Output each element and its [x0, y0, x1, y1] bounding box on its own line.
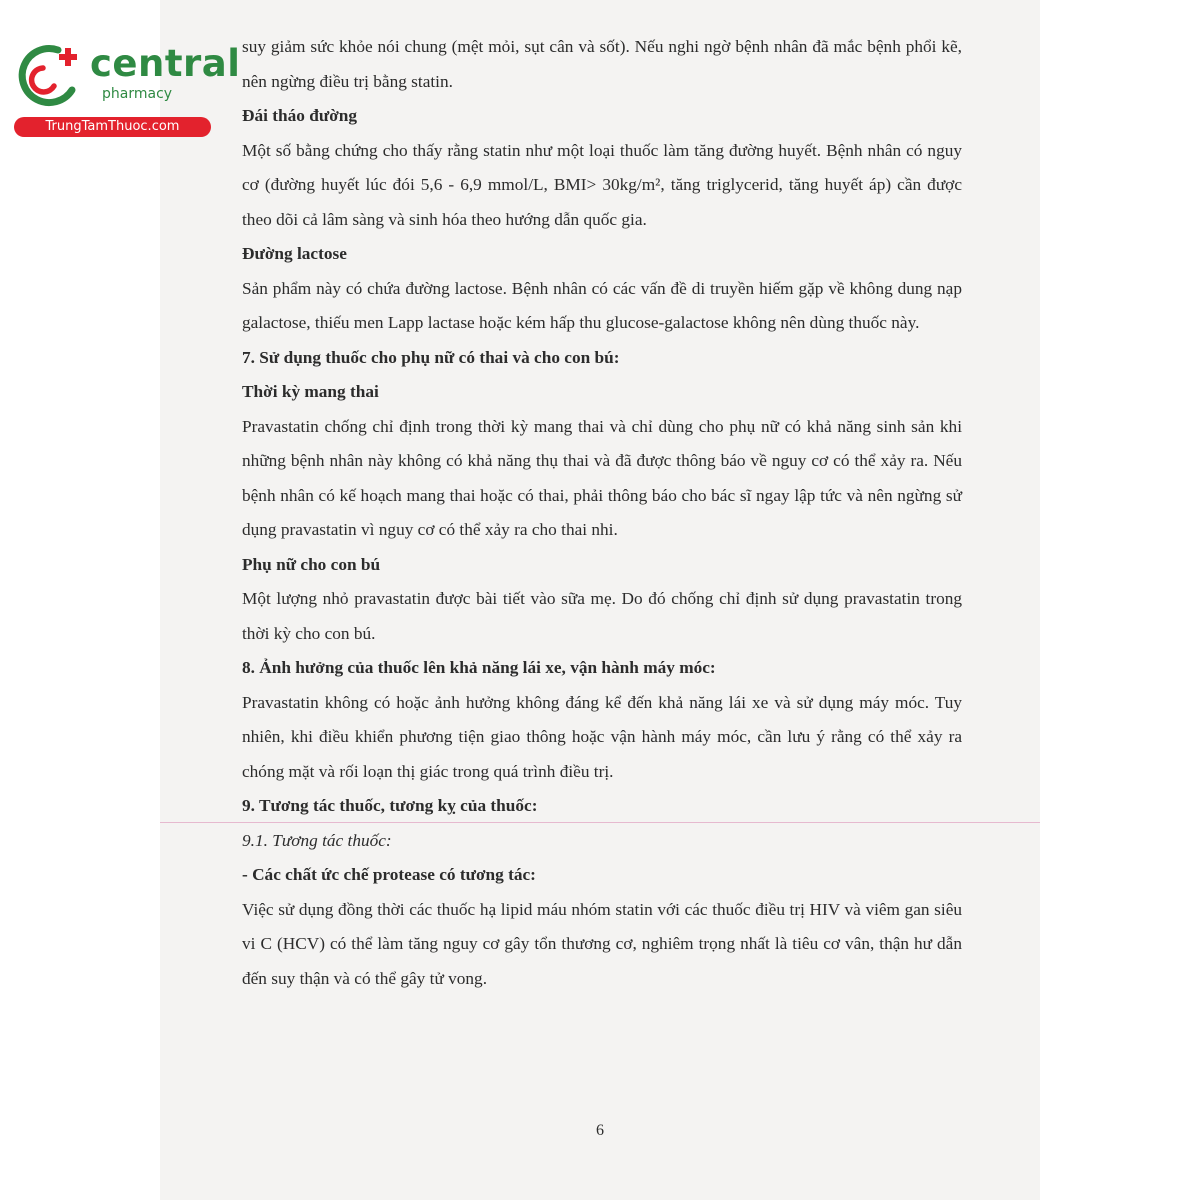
section-heading: Phụ nữ cho con bú: [242, 554, 381, 574]
document-content: [242, 30, 962, 996]
body-paragraph: Một lượng nhỏ pravastatin được bài tiết vào sữa mẹ. Do đó chống chỉ định sử dụng pravastatin trong thời kỳ cho con bú.: [242, 589, 962, 643]
section-heading: 7. Sử dụng thuốc cho phụ nữ có thai và cho con bú:: [242, 347, 620, 367]
body-paragraph: suy giảm sức khỏe nói chung (mệt mỏi, sụt cân và sốt). Nếu nghi ngờ bệnh nhân đã mắc bệnh phổi kẽ, nên ngừng điều trị bằng statin.: [242, 37, 962, 91]
body-paragraph: Pravastatin chống chỉ định trong thời kỳ mang thai và chỉ dùng cho phụ nữ có khả năng sinh sản khi những bệnh nhân này không có khả năng thụ thai và đã được thông báo về nguy cơ có thể xảy ra. Nếu bệnh nhân có kế hoạch mang thai hoặc có thai, phải thông báo cho bác sĩ ngay lập tức và nên ngừng sử dụng pravastatin vì nguy cơ có thể xảy ra cho thai nhi.: [242, 416, 962, 539]
section-heading: 9. Tương tác thuốc, tương kỵ của thuốc:: [242, 796, 538, 815]
section-heading: 8. Ảnh hưởng của thuốc lên khả năng lái xe, vận hành máy móc:: [242, 658, 716, 677]
body-paragraph: Pravastatin không có hoặc ảnh hưởng không đáng kể đến khả năng lái xe và sử dụng máy móc. Tuy nhiên, khi điều khiển phương tiện giao thông hoặc vận hành máy móc, cần lưu ý rằng có thể xảy ra chóng mặt và rối loạn thị giác trong quá trình điều trị.: [242, 692, 962, 781]
brand-subtitle: pharmacy: [102, 86, 173, 102]
section-heading: Đái tháo đường: [242, 106, 358, 125]
brand-url-badge: TrungTamThuoc.com: [14, 117, 211, 137]
section-heading: Thời kỳ mang thai: [242, 382, 379, 401]
central-pharmacy-logo: [10, 36, 241, 136]
body-paragraph: Một số bằng chứng cho thấy rằng statin như một loại thuốc làm tăng đường huyết. Bệnh nhân có nguy cơ (đường huyết lúc đói 5,6 - 6,9 mmol/L, BMI> 30kg/m², tăng triglycerid, tăng huyết áp) cần được theo dõi cả lâm sàng và sinh hóa theo hướng dẫn quốc gia.: [242, 140, 962, 229]
section-heading: - Các chất ức chế protease có tương tác:: [242, 865, 536, 884]
body-paragraph: Sản phẩm này có chứa đường lactose. Bệnh nhân có các vấn đề di truyền hiếm gặp về không dung nạp galactose, thiếu men Lapp lactase hoặc kém hấp thu glucose-galactose không nên dùng thuốc này.: [242, 278, 962, 332]
pharmacy-cross-logo-icon: [10, 40, 86, 116]
page-number: 6: [596, 1122, 604, 1139]
subsection-heading: 9.1. Tương tác thuốc:: [242, 830, 392, 850]
brand-name: central: [90, 42, 241, 85]
section-heading: Đường lactose: [242, 244, 347, 263]
body-paragraph: Việc sử dụng đồng thời các thuốc hạ lipid máu nhóm statin với các thuốc điều trị HIV và viêm gan siêu vi C (HCV) có thể làm tăng nguy cơ gây tổn thương cơ, nghiêm trọng nhất là tiêu cơ vân, thận hư dẫn đến suy thận và có thể gây tử vong.: [242, 899, 962, 988]
